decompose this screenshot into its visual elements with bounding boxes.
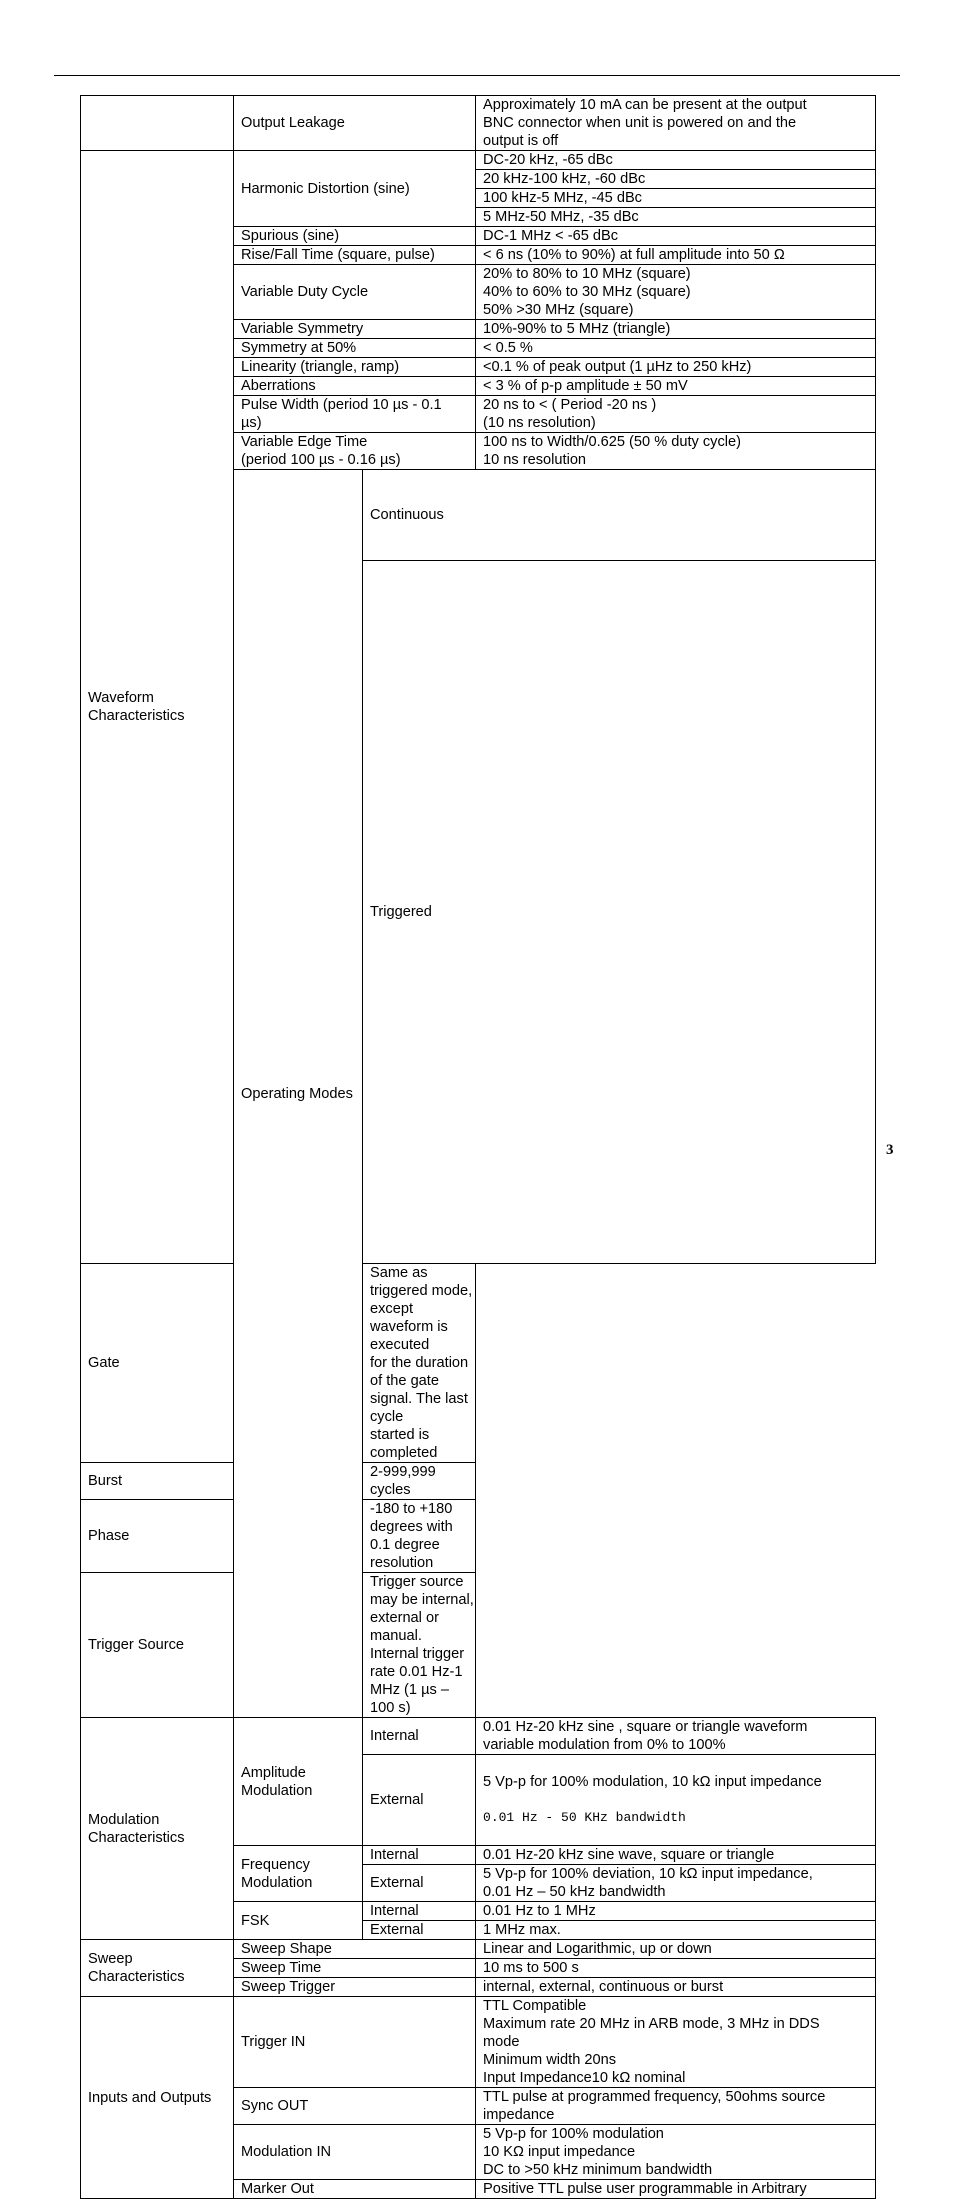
table-row <box>81 1718 876 1755</box>
param-symmetry: Variable Symmetry <box>234 320 476 339</box>
section-sweep: Sweep Characteristics <box>81 1940 234 1997</box>
param-pulse-width: Pulse Width (period 10 µs - 0.1 µs) <box>234 396 476 433</box>
value-fsk-internal: 0.01 Hz to 1 MHz <box>476 1902 876 1921</box>
value-fsk-external: 1 MHz max. <box>476 1921 876 1940</box>
section-modulation: Modulation Characteristics <box>81 1718 234 1940</box>
value-sweep-trigger: internal, external, continuous or burst <box>476 1978 876 1997</box>
section-waveform: Waveform Characteristics <box>81 151 234 1264</box>
value-pulse-width: 20 ns to < ( Period -20 ns ) (10 ns resolution) <box>476 396 876 433</box>
param-harmonic-distortion: Harmonic Distortion (sine) <box>234 151 476 227</box>
header-rule <box>54 75 900 76</box>
value-fm-internal: 0.01 Hz-20 kHz sine wave, square or triangle <box>476 1846 876 1865</box>
param-trigger-in: Trigger IN <box>234 1997 476 2088</box>
value-sweep-shape: Linear and Logarithmic, up or down <box>476 1940 876 1959</box>
table-row <box>81 1940 876 1959</box>
table-row <box>81 151 876 170</box>
value-rise-fall: < 6 ns (10% to 90%) at full amplitude into 50 Ω <box>476 246 876 265</box>
value-marker-out: Positive TTL pulse user programmable in Arbitrary <box>476 2180 876 2199</box>
value-linearity: <0.1 % of peak output (1 µHz to 250 kHz) <box>476 358 876 377</box>
param-trigger-source: Trigger Source <box>81 1573 363 1718</box>
section-operating-modes: Operating Modes <box>234 470 363 1718</box>
param-spurious: Spurious (sine) <box>234 227 476 246</box>
value-edge-time: 100 ns to Width/0.625 (50 % duty cycle) 10 ns resolution <box>476 433 876 470</box>
value-duty-cycle: 20% to 80% to 10 MHz (square) 40% to 60% to 30 MHz (square) 50% >30 MHz (square) <box>476 265 876 320</box>
param-burst: Burst <box>81 1463 363 1500</box>
param-continuous: Continuous <box>363 470 876 561</box>
param-gate: Gate <box>81 1264 363 1463</box>
value-am-external <box>476 1755 876 1846</box>
param-modulation-in: Modulation IN <box>234 2125 476 2180</box>
param-linearity: Linearity (triangle, ramp) <box>234 358 476 377</box>
value-trigger-in: TTL Compatible Maximum rate 20 MHz in ARB mode, 3 MHz in DDS mode Minimum width 20ns Input Impedance10 kΩ nominal <box>476 1997 876 2088</box>
fm-external-label: External <box>363 1865 476 1902</box>
param-rise-fall: Rise/Fall Time (square, pulse) <box>234 246 476 265</box>
value-harmonic-2: 20 kHz-100 kHz, -60 dBc <box>476 170 876 189</box>
section-inputs-outputs: Inputs and Outputs <box>81 1997 234 2199</box>
value-spurious: DC-1 MHz < -65 dBc <box>476 227 876 246</box>
param-marker-out: Marker Out <box>234 2180 476 2199</box>
value-harmonic-3: 100 kHz-5 MHz, -45 dBc <box>476 189 876 208</box>
param-phase: Phase <box>81 1500 363 1573</box>
value-harmonic-4: 5 MHz-50 MHz, -35 dBc <box>476 208 876 227</box>
am-external-label: External <box>363 1755 476 1846</box>
table-row <box>81 1573 876 1718</box>
am-external-line-2: 0.01 Hz - 50 KHz bandwidth <box>483 1810 686 1825</box>
value-sync-out: TTL pulse at programmed frequency, 50ohms source impedance <box>476 2088 876 2125</box>
param-triggered: Triggered <box>363 561 876 1264</box>
fm-internal-label: Internal <box>363 1846 476 1865</box>
param-duty-cycle: Variable Duty Cycle <box>234 265 476 320</box>
param-sync-out: Sync OUT <box>234 2088 476 2125</box>
value-gate: Same as triggered mode, except waveform is executed for the duration of the gate signal. The last cycle started is completed <box>363 1264 476 1463</box>
table-row <box>81 1264 876 1463</box>
value-am-internal: 0.01 Hz-20 kHz sine , square or triangle waveform variable modulation from 0% to 100% <box>476 1718 876 1755</box>
value-trigger-source: Trigger source may be internal, external or manual. Internal trigger rate 0.01 Hz-1 MHz (1 µs – 100 s) <box>363 1573 476 1718</box>
param-fsk: FSK <box>234 1902 363 1940</box>
param-edge-time: Variable Edge Time (period 100 µs - 0.16 µs) <box>234 433 476 470</box>
param-amplitude-modulation: Amplitude Modulation <box>234 1718 363 1846</box>
value-sweep-time: 10 ms to 500 s <box>476 1959 876 1978</box>
table-row <box>81 1997 876 2088</box>
param-output-leakage: Output Leakage <box>234 96 476 151</box>
value-harmonic-1: DC-20 kHz, -65 dBc <box>476 151 876 170</box>
value-fm-external: 5 Vp-p for 100% deviation, 10 kΩ input impedance, 0.01 Hz – 50 kHz bandwidth <box>476 1865 876 1902</box>
value-symmetry-50: < 0.5 % <box>476 339 876 358</box>
value-output-leakage: Approximately 10 mA can be present at the output BNC connector when unit is powered on and the output is off <box>476 96 876 151</box>
value-aberrations: < 3 % of p-p amplitude ± 50 mV <box>476 377 876 396</box>
am-external-line-1: 5 Vp-p for 100% modulation, 10 kΩ input impedance <box>483 1774 822 1790</box>
param-sweep-trigger: Sweep Trigger <box>234 1978 476 1997</box>
value-modulation-in: 5 Vp-p for 100% modulation 10 KΩ input impedance DC to >50 kHz minimum bandwidth <box>476 2125 876 2180</box>
table-row <box>81 1463 876 1500</box>
table-row <box>81 1500 876 1573</box>
value-burst: 2-999,999 cycles <box>363 1463 476 1500</box>
table-row <box>81 96 876 151</box>
param-symmetry-50: Symmetry at 50% <box>234 339 476 358</box>
empty-category-cell <box>81 96 234 151</box>
page-number: 3 <box>886 1142 894 1158</box>
param-aberrations: Aberrations <box>234 377 476 396</box>
param-sweep-time: Sweep Time <box>234 1959 476 1978</box>
param-sweep-shape: Sweep Shape <box>234 1940 476 1959</box>
value-symmetry: 10%-90% to 5 MHz (triangle) <box>476 320 876 339</box>
am-internal-label: Internal <box>363 1718 476 1755</box>
fsk-external-label: External <box>363 1921 476 1940</box>
value-phase: -180 to +180 degrees with 0.1 degree resolution <box>363 1500 476 1573</box>
param-frequency-modulation: Frequency Modulation <box>234 1846 363 1902</box>
specifications-table <box>80 95 876 2199</box>
fsk-internal-label: Internal <box>363 1902 476 1921</box>
